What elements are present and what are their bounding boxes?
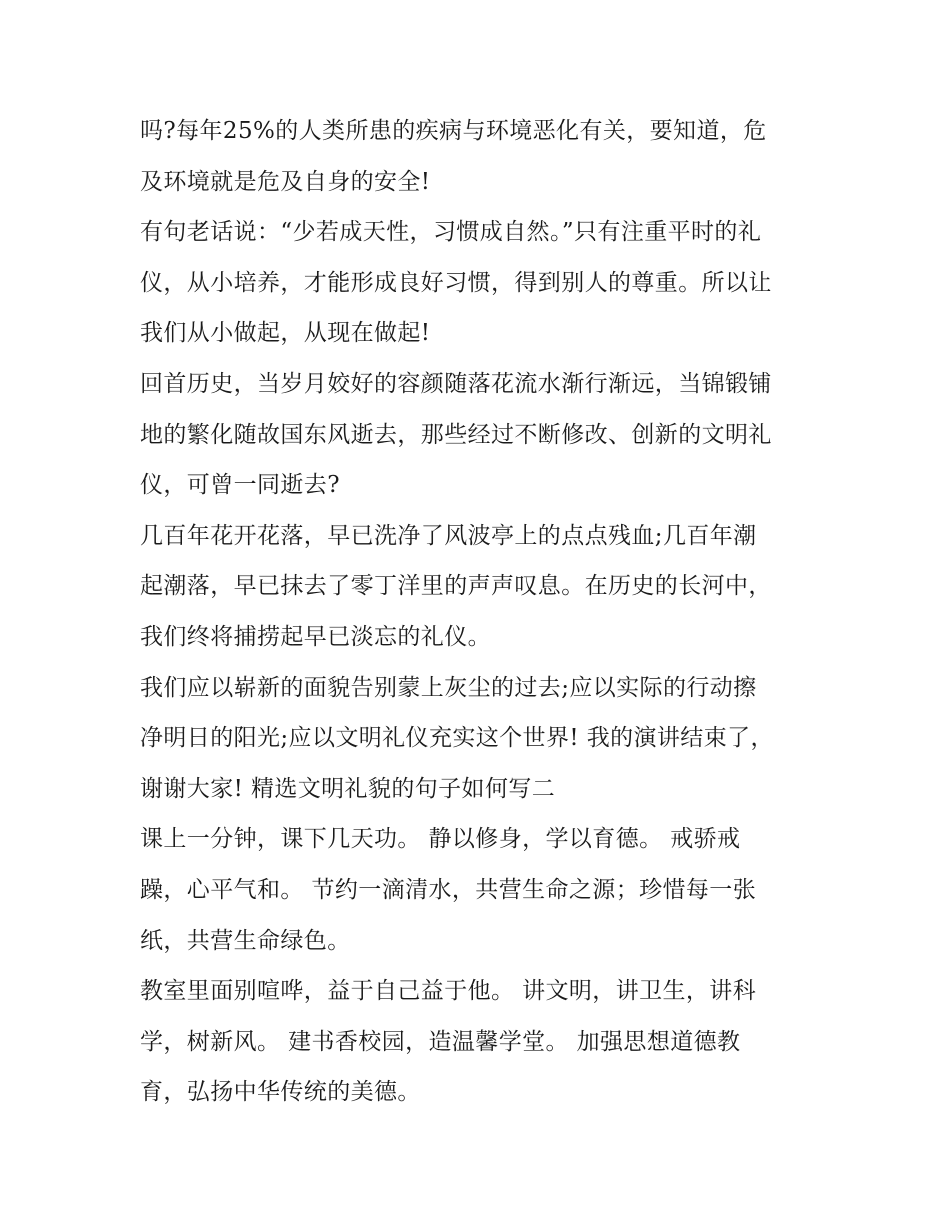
paragraph-centuries (140, 511, 820, 663)
paragraph-slogans-two (140, 966, 820, 1118)
paragraph-environment (140, 106, 820, 207)
text-line: 回首历史，当岁月姣好的容颜随落花流水渐行渐远，当锦锻铺 (140, 370, 772, 397)
text-line: 仪，从小培养，才能形成良好习惯，得到别人的尊重。所以让 (140, 269, 772, 296)
text-line: 我们终将捕捞起早已淡忘的礼仪。 (140, 623, 491, 650)
text-line: 我们应以崭新的面貌告别蒙上灰尘的过去;应以实际的行动擦 (140, 674, 757, 701)
text-line: 课上一分钟，课下几天功。 静以修身，学以育德。 戒骄戒 (140, 826, 741, 853)
text-line: 几百年花开花落，早已洗净了风波亭上的点点残血;几百年潮 (140, 522, 757, 549)
text-line: 谢谢大家! 精选文明礼貌的句子如何写二 (140, 775, 556, 802)
text-line: 躁，心平气和。 节约一滴清水，共营生命之源；珍惜每一张 (140, 876, 757, 903)
text-line: 吗?每年25%的人类所患的疾病与环境恶化有关，要知道，危 (140, 118, 767, 144)
text-line: 育，弘扬中华传统的美德。 (140, 1079, 421, 1106)
paragraph-old-saying (140, 207, 820, 359)
text-line: 我们从小做起，从现在做起! (140, 320, 431, 347)
text-line: 及环境就是危及自身的安全! (140, 168, 431, 195)
paragraph-conclusion (140, 663, 820, 815)
text-line: 净明日的阳光;应以文明礼仪充实这个世界! 我的演讲结束了， (140, 725, 774, 752)
text-line: 起潮落，早已抹去了零丁洋里的声声叹息。在历史的长河中， (140, 573, 772, 600)
text-line: 有句老话说：“少若成天性，习惯成自然。”只有注重平时的礼 (140, 219, 762, 246)
text-line: 教室里面别喧哗，益于自己益于他。 讲文明，讲卫生，讲科 (140, 978, 757, 1005)
text-line: 仪，可曾一同逝去? (140, 472, 340, 499)
document-body (140, 106, 820, 1118)
paragraph-slogans-one (140, 814, 820, 966)
text-line: 学，树新风。 建书香校园，造温馨学堂。 加强思想道德教 (140, 1028, 741, 1055)
text-line: 地的繁化随故国东风逝去，那些经过不断修改、创新的文明礼 (140, 421, 772, 448)
text-line: 纸，共营生命绿色。 (140, 927, 351, 954)
paragraph-history (140, 359, 820, 511)
